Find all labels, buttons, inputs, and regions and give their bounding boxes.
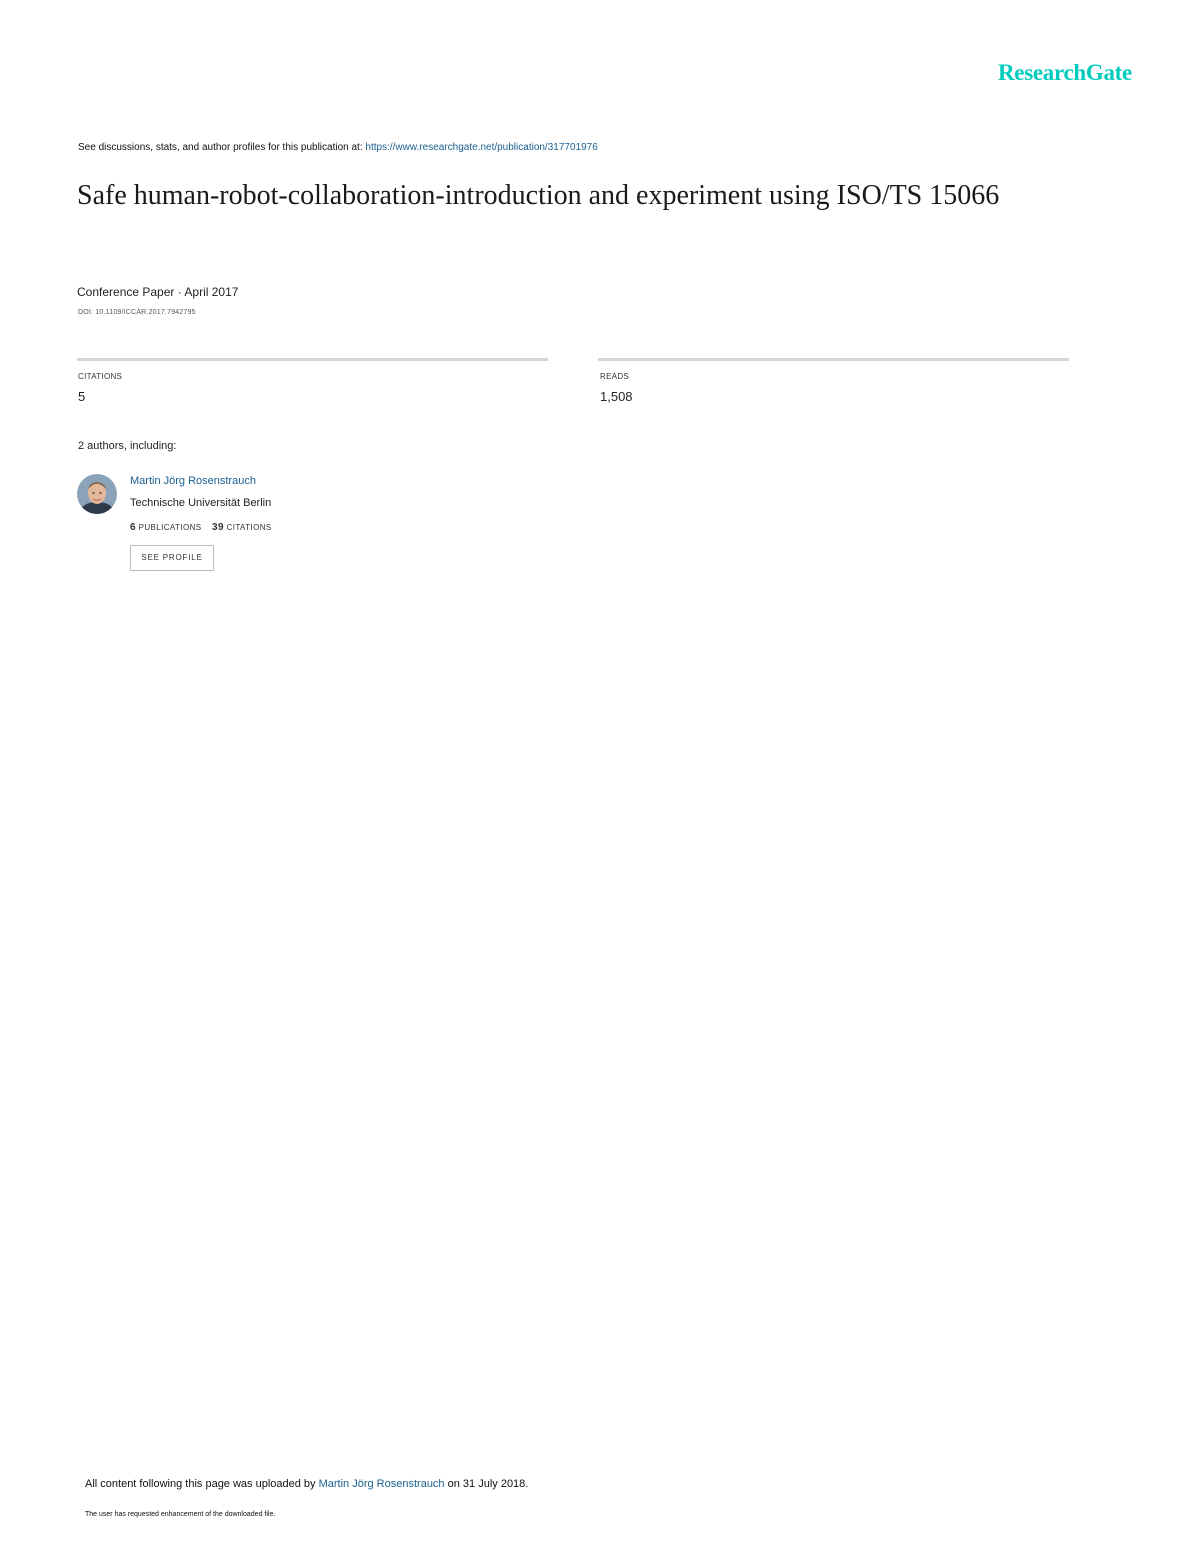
footer-upload-line [85,1478,528,1490]
author-avatar[interactable] [77,474,117,514]
footer-upload-prefix: All content following this page was uploaded by [85,1478,316,1490]
reads-divider [598,358,1069,361]
citations-value: 5 [78,389,86,404]
footer-upload-suffix: on 31 July 2018. [447,1478,529,1490]
citations-label: CITATIONS [78,372,123,381]
authors-heading: 2 authors, including: [78,440,177,452]
citations-divider [77,358,548,361]
publication-doi[interactable]: DOI: 10.1109/ICCAR.2017.7942795 [78,309,196,316]
author-name-link[interactable]: Martin Jörg Rosenstrauch [130,475,256,487]
author-institution: Technische Universität Berlin [130,497,272,509]
reads-value: 1,508 [600,389,633,404]
intro-text: See discussions, stats, and author profiles for this publication at: [78,142,363,153]
author-citations-label: CITATIONS [226,523,272,532]
author-stats [130,522,272,533]
author-citations-count: 39 [211,522,224,533]
author-photo-icon [77,474,117,514]
see-profile-button[interactable]: SEE PROFILE [130,545,214,571]
author-publications-count: 6 [130,522,136,533]
footer-note: The user has requested enhancement of the downloaded file. [85,1511,276,1518]
reads-label: READS [600,372,630,381]
publication-type-date: Conference Paper · April 2017 [77,285,239,299]
publication-title: Safe human-robot-collaboration-introduction and experiment using ISO/TS 15066 [77,180,1000,211]
intro-line [78,142,598,153]
researchgate-logo[interactable]: ResearchGate [998,60,1132,85]
author-publications-label: PUBLICATIONS [138,523,202,532]
footer-uploader-link[interactable]: Martin Jörg Rosenstrauch [318,1478,445,1490]
publication-url-link[interactable]: https://www.researchgate.net/publication/317701976 [365,142,598,153]
